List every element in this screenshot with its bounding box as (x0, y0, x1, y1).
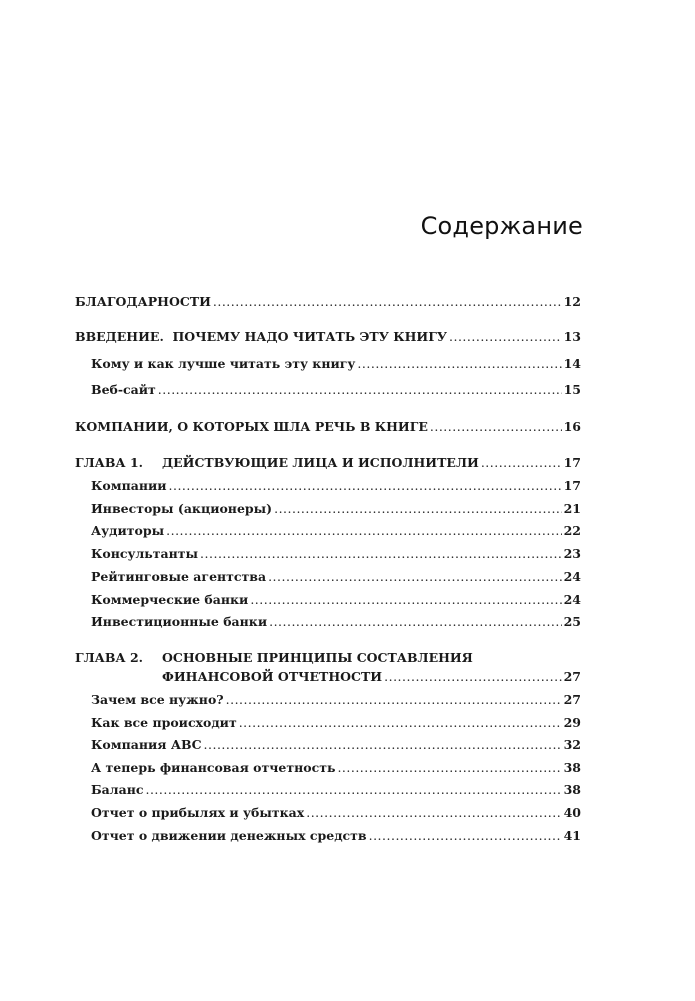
toc-entry-label: Отчет о движении денежных средств (91, 828, 367, 843)
toc-entry-chapter-2-heading[interactable] (75, 648, 473, 668)
toc-entry-page: 23 (563, 546, 581, 561)
toc-leader (158, 380, 562, 400)
toc-entry-consultants[interactable] (91, 544, 581, 564)
toc-entry-rating-agencies[interactable] (91, 567, 581, 587)
toc-entry-why-needed[interactable] (91, 690, 581, 710)
toc-entry-label: Инвесторы (акционеры) (91, 501, 273, 516)
toc-leader (226, 690, 562, 710)
toc-entry-label: А теперь финансовая отчетность (91, 760, 336, 775)
toc-entry-label: КОМПАНИИ, О КОТОРЫХ ШЛА РЕЧЬ В КНИГЕ (75, 419, 428, 434)
toc-entry-page: 16 (563, 419, 581, 434)
toc-entry-page: 40 (563, 805, 581, 820)
toc-leader (337, 758, 561, 778)
toc-entry-page: 41 (563, 828, 581, 843)
toc-leader (274, 499, 562, 519)
toc-leader (204, 735, 562, 755)
toc-entry-how-it-happens[interactable] (91, 713, 581, 733)
toc-entry-commercial-banks[interactable] (91, 590, 581, 610)
toc-leader (430, 417, 562, 437)
toc-entry-balance-sheet[interactable] (91, 780, 581, 800)
toc-entry-label: Веб-сайт (91, 382, 156, 397)
toc-entry-page: 29 (563, 715, 581, 730)
toc-entry-label: ВВЕДЕНИЕ. ПОЧЕМУ НАДО ЧИТАТЬ ЭТУ КНИГУ (75, 329, 447, 344)
toc-leader (250, 590, 561, 610)
toc-entry-page: 22 (563, 523, 581, 538)
toc-leader (200, 544, 562, 564)
chapter-title: ОСНОВНЫЕ ПРИНЦИПЫ СОСТАВЛЕНИЯ (162, 650, 473, 665)
chapter-number: ГЛАВА 1. (75, 455, 144, 470)
toc-entry-investment-banks[interactable] (91, 612, 581, 632)
toc-entry-website[interactable] (91, 380, 581, 400)
toc-entry-page: 24 (563, 569, 581, 584)
toc-entry-label: Зачем все нужно? (91, 692, 224, 707)
toc-entry-page: 17 (563, 455, 581, 470)
toc-entry-label: Отчет о прибылях и убытках (91, 805, 305, 820)
toc-entry-label: Компании (91, 478, 167, 493)
toc-entry-page: 32 (563, 737, 581, 752)
toc-entry-label: Как все происходит (91, 715, 237, 730)
toc-leader (268, 567, 562, 587)
toc-entry-label: Компания АВС (91, 737, 202, 752)
toc-leader (169, 476, 562, 496)
toc-entry-investors[interactable] (91, 499, 581, 519)
toc-entry-companies[interactable] (91, 476, 581, 496)
toc-entry-label (75, 453, 479, 473)
toc-entry-page: 38 (563, 760, 581, 775)
toc-entry-page: 21 (563, 501, 581, 516)
toc-entry-label: Коммерческие банки (91, 592, 249, 607)
toc-entry-how-to-read[interactable] (91, 354, 581, 374)
page-title: Содержание (420, 212, 583, 240)
toc-entry-label: Кому и как лучше читать эту книгу (91, 356, 356, 371)
toc-leader (213, 292, 562, 312)
toc-entry-label: Аудиторы (91, 523, 165, 538)
toc-entry-page: 15 (563, 382, 581, 397)
toc-entry-chapter-1[interactable] (75, 453, 581, 473)
chapter-number: ГЛАВА 2. (75, 650, 144, 665)
toc-leader (481, 453, 562, 473)
toc-entry-label: Консультанты (91, 546, 199, 561)
toc-leader (449, 327, 562, 347)
toc-entry-companies-mentioned[interactable] (75, 417, 581, 437)
toc-entry-label: Инвестиционные банки (91, 614, 268, 629)
toc-leader (357, 354, 561, 374)
toc-leader (239, 713, 562, 733)
toc-entry-financial-statements[interactable] (91, 758, 581, 778)
toc-entry-label: БЛАГОДАРНОСТИ (75, 294, 211, 309)
toc-leader (369, 826, 562, 846)
toc-entry-page: 13 (563, 329, 581, 344)
toc-leader (166, 521, 561, 541)
toc-entry-company-abc[interactable] (91, 735, 581, 755)
toc-entry-label: Баланс (91, 782, 144, 797)
chapter-title-continued: ФИНАНСОВОЙ ОТЧЕТНОСТИ (162, 669, 383, 684)
toc-entry-page: 27 (563, 692, 581, 707)
toc-leader (269, 612, 562, 632)
toc-entry-chapter-2[interactable] (162, 667, 581, 687)
toc-entry-page: 24 (563, 592, 581, 607)
toc-entry-label: Рейтинговые агентства (91, 569, 267, 584)
toc-entry-acknowledgements[interactable] (75, 292, 581, 312)
toc-entry-page: 14 (563, 356, 581, 371)
toc-entry-cash-flow-statement[interactable] (91, 826, 581, 846)
toc-entry-page: 25 (563, 614, 581, 629)
toc-entry-page: 27 (563, 669, 581, 684)
toc-leader (384, 667, 561, 687)
toc-entry-income-statement[interactable] (91, 803, 581, 823)
toc-entry-auditors[interactable] (91, 521, 581, 541)
toc-entry-page: 12 (563, 294, 581, 309)
toc-entry-introduction[interactable] (75, 327, 581, 347)
toc-leader (306, 803, 561, 823)
toc-leader (145, 780, 561, 800)
toc-entry-page: 17 (563, 478, 581, 493)
chapter-title: ДЕЙСТВУЮЩИЕ ЛИЦА И ИСПОЛНИТЕЛИ (162, 455, 479, 470)
toc-entry-page: 38 (563, 782, 581, 797)
